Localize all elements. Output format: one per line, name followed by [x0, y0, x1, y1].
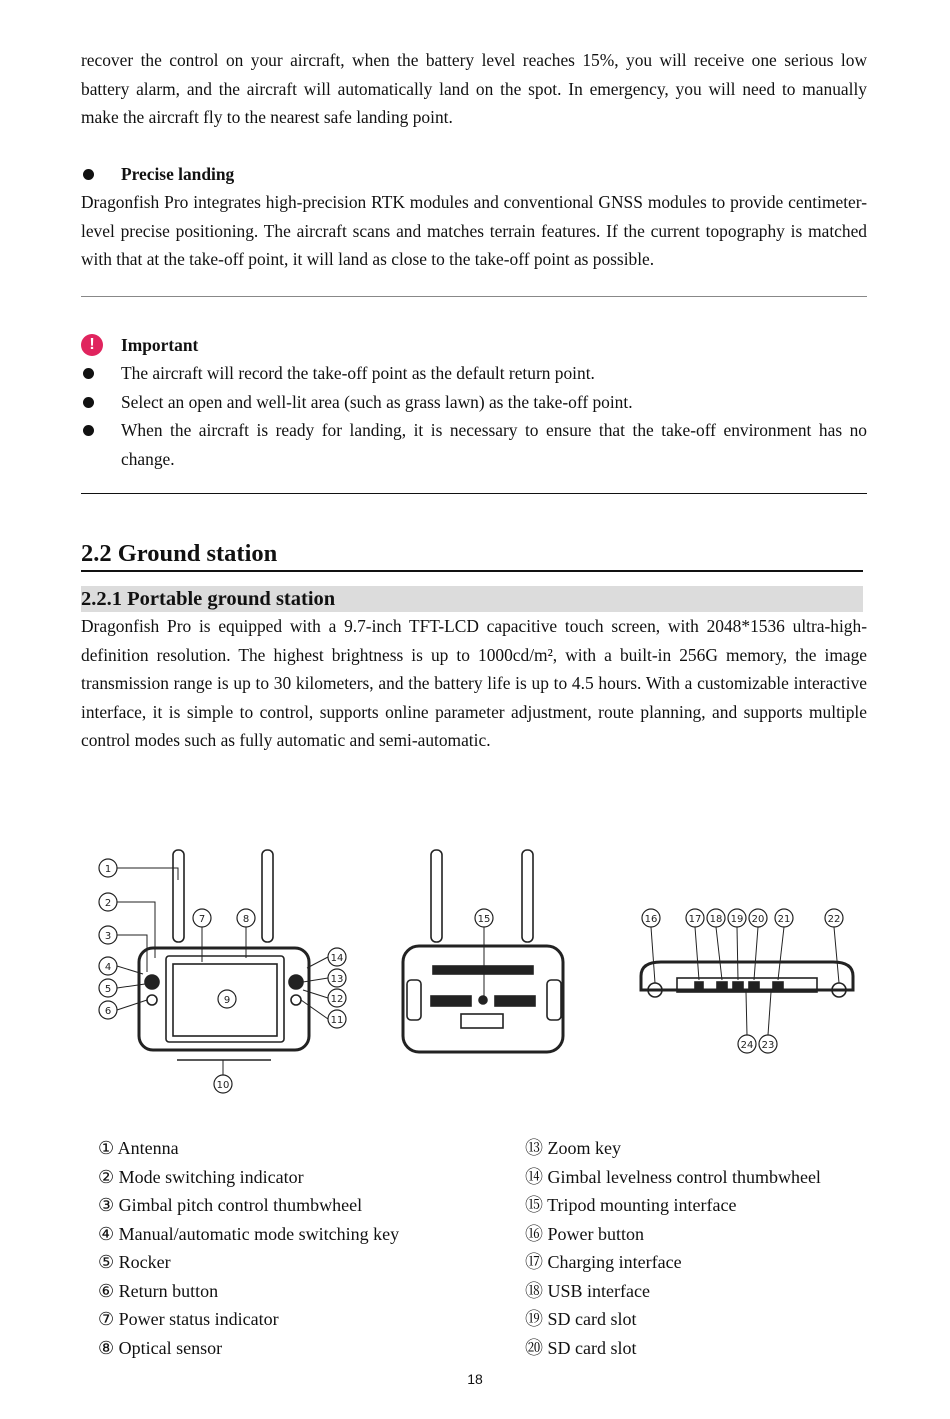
legend-item: ⑰ Charging interface: [525, 1252, 682, 1272]
svg-text:13: 13: [330, 974, 344, 985]
bullet-icon: [83, 425, 94, 436]
callout-22: [825, 909, 843, 927]
callout-20: [749, 909, 767, 927]
important-list: [81, 359, 867, 473]
bullet-icon: [83, 169, 94, 180]
important-heading: [81, 331, 867, 360]
svg-text:4: 4: [104, 962, 112, 973]
svg-text:8: 8: [242, 914, 250, 925]
section-title: 2.2 Ground station: [81, 538, 863, 572]
callout-12: [328, 989, 346, 1007]
legend-item: ⑳ SD card slot: [525, 1337, 637, 1358]
precise-landing-title: Precise landing: [121, 163, 235, 184]
legend-item: ⑬ Zoom key: [525, 1138, 621, 1158]
ground-station-figure: [81, 840, 867, 1100]
callout-17: [686, 909, 704, 927]
svg-text:2: 2: [104, 898, 112, 909]
callout-5: [99, 979, 117, 997]
top-view-illustration: [641, 962, 853, 997]
callout-13: [328, 969, 346, 987]
svg-text:14: 14: [330, 953, 344, 964]
legend-item: ④ Manual/automatic mode switching key: [98, 1223, 400, 1244]
front-view-illustration: [139, 850, 309, 1060]
callout-11: [328, 1010, 346, 1028]
svg-text:7: 7: [198, 914, 206, 925]
legend-item: ⑯ Power button: [525, 1223, 644, 1244]
svg-text:17: 17: [688, 914, 702, 925]
legend-item: ① Antenna: [98, 1138, 179, 1158]
legend-item: ② Mode switching indicator: [98, 1166, 304, 1187]
callout-4: [99, 957, 117, 975]
list-item: Select an open and well-lit area (such as grass lawn) as the take-off point.: [81, 388, 867, 417]
callout-15: [475, 909, 493, 927]
svg-text:24: 24: [740, 1040, 754, 1051]
callout-23: [759, 1035, 777, 1053]
svg-text:23: 23: [761, 1040, 775, 1051]
svg-text:15: 15: [477, 914, 491, 925]
callout-10: [214, 1075, 232, 1093]
bullet-icon: [83, 368, 94, 379]
legend-item: ⑧ Optical sensor: [98, 1337, 223, 1358]
svg-text:20: 20: [751, 914, 765, 925]
callout-21: [775, 909, 793, 927]
callout-1: [99, 859, 117, 877]
callout-3: [99, 926, 117, 944]
callout-16: [642, 909, 660, 927]
legend-item: ⑦ Power status indicator: [98, 1309, 279, 1329]
page-number: 18: [467, 1371, 483, 1387]
legend-item: ③ Gimbal pitch control thumbwheel: [98, 1195, 363, 1215]
svg-text:3: 3: [104, 931, 112, 942]
legend-item: ⑭ Gimbal levelness control thumbwheel: [525, 1166, 821, 1187]
back-view-illustration: [403, 850, 563, 1052]
legend-item: ⑮ Tripod mounting interface: [525, 1195, 737, 1215]
subsection-title: 2.2.1 Portable ground station: [81, 586, 863, 612]
list-item: When the aircraft is ready for landing, it is necessary to ensure that the take-off environment has no change.: [81, 416, 867, 473]
svg-text:19: 19: [730, 914, 744, 925]
warning-icon: !: [81, 334, 103, 356]
svg-text:9: 9: [223, 995, 231, 1006]
svg-text:11: 11: [330, 1015, 344, 1026]
page-content: [81, 46, 867, 755]
callout-19: [728, 909, 746, 927]
important-title: Important: [121, 334, 199, 355]
section-text: Dragonfish Pro is equipped with a 9.7-inch TFT-LCD capacitive touch screen, with 2048*1536 ultra-high-definition resolution. The highest brightness is up to 1000cd/m², with a built-in 256G memory, the image transmission range is up to 30 kilometers, and the battery life is up to 4.5 hours. With a customizable interactive interface, it is simple to control, supports online parameter adjustment, route planning, and supports multiple control modes such as fully automatic and semi-automatic.: [81, 616, 867, 750]
svg-text:22: 22: [827, 914, 841, 925]
svg-text:21: 21: [777, 914, 791, 925]
bullet-icon: [83, 397, 94, 408]
legend-item: ⑥ Return button: [98, 1280, 219, 1301]
list-item: The aircraft will record the take-off point as the default return point.: [81, 359, 867, 388]
legend-item: ⑲ SD card slot: [525, 1309, 637, 1329]
svg-text:1: 1: [104, 864, 112, 875]
callout-8: [237, 909, 255, 927]
callout-2: [99, 893, 117, 911]
legend-item: ⑱ USB interface: [525, 1280, 650, 1301]
legend-left: [98, 1134, 399, 1362]
precise-landing-heading: [81, 160, 867, 189]
callout-9: [218, 990, 236, 1008]
svg-text:12: 12: [330, 994, 344, 1005]
callout-18: [707, 909, 725, 927]
callout-24: [738, 1035, 756, 1053]
svg-text:5: 5: [104, 984, 112, 995]
callout-6: [99, 1001, 117, 1019]
svg-text:6: 6: [104, 1006, 112, 1017]
callout-14: [328, 948, 346, 966]
legend-right: [525, 1134, 821, 1362]
svg-text:16: 16: [644, 914, 658, 925]
svg-text:10: 10: [216, 1080, 230, 1091]
intro-paragraph: recover the control on your aircraft, when the battery level reaches 15%, you will receive one serious low battery alarm, and the aircraft will automatically land on the spot. In emergency, you will need to manually make the aircraft fly to the nearest safe landing point.: [81, 50, 867, 127]
legend-item: ⑤ Rocker: [98, 1252, 171, 1272]
precise-landing-text: Dragonfish Pro integrates high-precision RTK modules and conventional GNSS modules to provide centimeter-level precise positioning. The aircraft scans and matches terrain features. If the current topography is matched with that at the take-off point, it will land as close to the take-off point as possible.: [81, 192, 867, 269]
callout-7: [193, 909, 211, 927]
svg-text:18: 18: [709, 914, 723, 925]
